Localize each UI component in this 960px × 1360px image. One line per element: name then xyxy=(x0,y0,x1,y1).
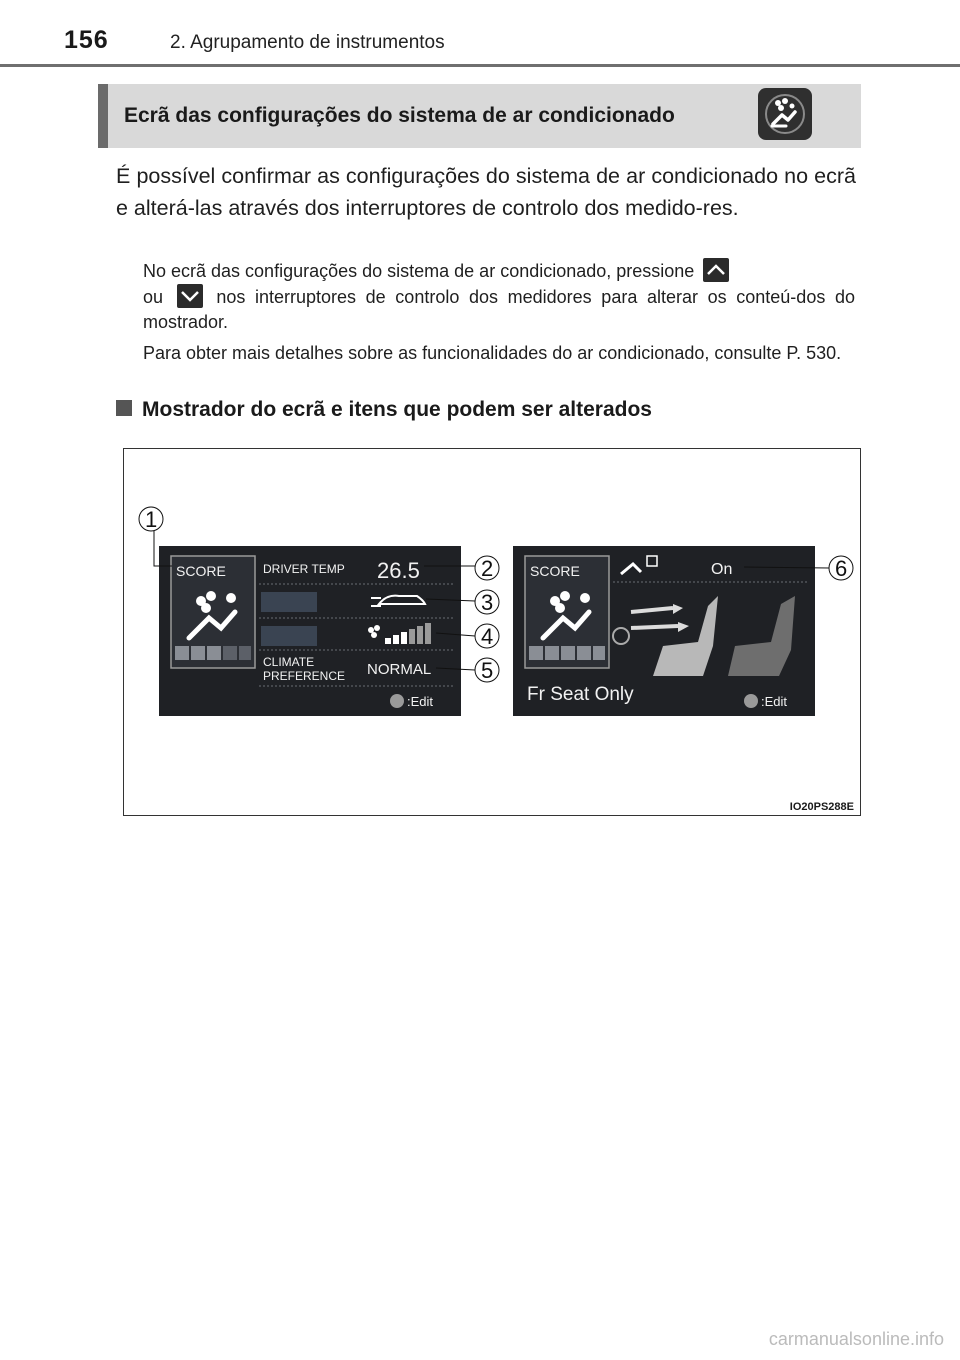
callout-5: 5 xyxy=(481,658,494,683)
subsection-heading xyxy=(116,398,652,422)
callout-6: 6 xyxy=(835,556,848,581)
air-conditioning-icon xyxy=(758,88,812,140)
seat-mode-label: Fr Seat Only xyxy=(527,684,634,705)
chapter-title: 2. Agrupamento de instrumentos xyxy=(170,32,445,53)
temp-value: 26.5 xyxy=(377,558,420,583)
watermark: carmanualsonline.info xyxy=(768,1329,944,1349)
section-title: Ecrã das configurações do sistema de ar condicionado xyxy=(124,104,675,127)
left-edit-label: :Edit xyxy=(407,694,434,709)
instruction-text-part1: No ecrã das configurações do sistema de ar condicionado, pressione xyxy=(143,261,695,281)
figure-panel xyxy=(123,448,861,816)
page-number: 156 xyxy=(64,26,109,54)
header-rule xyxy=(0,64,960,67)
climate-label-line1: CLIMATE xyxy=(263,655,315,669)
callout-3: 3 xyxy=(481,590,494,615)
callout-2: 2 xyxy=(481,556,494,581)
intro-paragraph: É possível confirmar as configurações do sistema de ar condicionado no ecrã e alterá-las através dos interruptores de controlo dos medido-res. xyxy=(116,164,856,220)
instruction-paragraph xyxy=(143,258,855,335)
driver-temp-label: DRIVER TEMP xyxy=(263,562,345,576)
left-score-label: SCORE xyxy=(176,563,226,579)
bullet-square-icon xyxy=(116,400,132,416)
preference-value: NORMAL xyxy=(367,661,432,678)
chevron-down-icon xyxy=(177,284,203,308)
right-edit-label: :Edit xyxy=(761,694,788,709)
callout-layer xyxy=(124,449,862,817)
figure-code: IO20PS288E xyxy=(789,801,854,813)
seat-mode-state: On xyxy=(711,561,733,578)
subsection-title: Mostrador do ecrã e itens que podem ser alterados xyxy=(142,398,652,421)
climate-label-line2: PREFERENCE xyxy=(263,669,346,683)
callout-1: 1 xyxy=(145,507,158,532)
right-score-label: SCORE xyxy=(530,563,580,579)
section-heading-box xyxy=(98,84,861,148)
callout-4: 4 xyxy=(481,624,494,649)
chevron-up-icon xyxy=(703,258,729,282)
instruction-text-part2: ou xyxy=(143,287,164,307)
instruction-text-part3: nos interruptores de controlo dos medidores para alterar os conteú-dos do mostrador. xyxy=(143,287,855,332)
reference-paragraph: Para obter mais detalhes sobre as funcionalidades do ar condicionado, consulte P. 530. xyxy=(143,343,842,363)
